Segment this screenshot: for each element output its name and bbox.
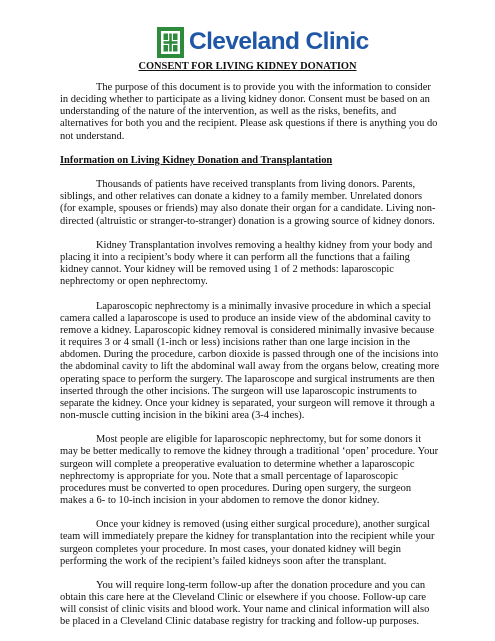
cleveland-clinic-cross-logo-icon <box>157 27 184 58</box>
body-paragraph: Laparoscopic nephrectomy is a minimally invasive procedure in which a special camera called a laparoscope is used to produce an inside view of the abdominal cavity to remove a kidney. Laparoscopic kidney removal is considered minimally invasive because it requires 3 or 4 small (1-inch or less) incisions rather than one large incision in the abdomen. During the procedure, carbon dioxide is passed through one of the incisions into the abdominal cavity to lift the abdominal wall away from the organs below, creating more operating space to perform the surgery. The laparoscope and surgical instruments are then inserted through the other incisions. The surgeon will use laparoscopic instruments to separate the kidney. Once your kidney is separated, your surgeon will remove it through a non-muscle cutting incision in the bikini area (3-4 inches). <box>60 300 440 421</box>
document-title: CONSENT FOR LIVING KIDNEY DONATION <box>138 61 357 72</box>
body-paragraph: Kidney Transplantation involves removing a healthy kidney from your body and placing it into a recipient’s body where it can perform all the functions that a failing kidney cannot. Your kidney will be removed using 1 of 2 methods: laparoscopic nephrectomy or open nephrectomy. <box>60 239 433 288</box>
body-paragraph: Most people are eligible for laparoscopic nephrectomy, but for some donors it may be better medically to remove the kidney through a traditional ‘open’ procedure. Your surgeon will complete a preoperative evaluation to determine whether a laparoscopic nephrectomy is appropriate for you. Note that a small percentage of laparoscopic procedures must be converted to open procedures. During open surgery, the surgeon makes a 6- to 10-inch incision in your abdomen to remove the donor kidney. <box>60 434 439 506</box>
body-paragraph: Thousands of patients have received transplants from living donors. Parents, siblings, and other relatives can donate a kidney to a family member. Unrelated donors (for example, spouses or friends) may also donate their organ for a candidate. Living non-directed (altruistic or stranger-to-stranger) donation is a growing source of kidney donors. <box>60 179 436 227</box>
body-paragraph: Once your kidney is removed (using either surgical procedure), another surgical team will immediately prepare the kidney for transplantation into the recipient while your surgeon completes your procedure. In most cases, your donated kidney will begin performing the work of the recipient’s failed kidneys soon after the transplant. <box>60 519 435 567</box>
document-body <box>60 82 440 641</box>
section-heading: Information on Living Kidney Donation and Transplantation <box>60 154 333 166</box>
cleveland-clinic-logo <box>157 24 369 60</box>
intro-paragraph: The purpose of this document is to provide you with the information to consider in deciding whether to participate as a living kidney donor. Consent must be based on an understanding of the nature of the intervention, as well as the risks, benefits, and alternatives for both you and the recipient. Please ask questions if there is anything you do not understand. <box>60 82 438 142</box>
brand-name: Cleveland Clinic <box>189 27 369 55</box>
body-paragraph: You will require long-term follow-up after the donation procedure and you can obtain this care here at the Cleveland Clinic or elsewhere if you choose. Follow-up care will consist of clinic visits and blood work. Your name and clinical information will also be placed in a Cleveland Clinic database registry for tracking and follow-up purposes. <box>60 579 430 628</box>
